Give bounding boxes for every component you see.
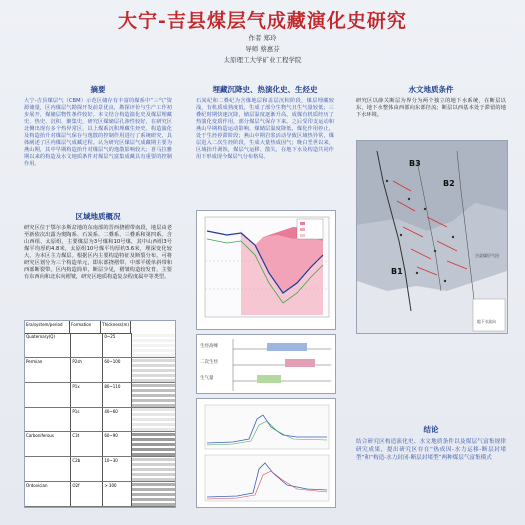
strat-cell-period: Carboniferous	[25, 432, 71, 456]
map-legend-field: 吉县煤层气田	[475, 253, 499, 258]
conclusion-heading: 结论	[423, 425, 439, 434]
strat-header-lithology	[131, 321, 175, 333]
strat-lithology-pattern	[132, 383, 175, 407]
strat-row	[25, 408, 175, 433]
strat-rows	[25, 333, 175, 507]
legend-swatch	[300, 222, 305, 225]
page-title: 大宁-吉县煤层气成藏演化史研究	[118, 10, 407, 32]
timeline-label: 二次生烃	[200, 360, 218, 365]
strat-cell-period: Quaternary(Q)	[25, 333, 71, 357]
legend-swatch	[300, 234, 305, 237]
map-label-b1: B1	[391, 267, 403, 276]
conclusion-text: 结合研究区构造演化史、水文地质条件以及煤层气富集规律研究成果，提出研究区存在“热成因-水力运移-断层封堵型”和“构造-水力封闭-断层封堵型”两种煤层气富集模式	[356, 439, 506, 461]
event-bar	[257, 375, 281, 383]
strat-cell-period	[25, 457, 71, 481]
strat-cell-period	[25, 408, 71, 432]
event-timeline-figure	[196, 334, 336, 394]
advisor-line: 导师 蔡惠芬	[245, 45, 280, 53]
burial-heading: 埋藏沉降史、热演化史、生烃史	[212, 85, 318, 94]
strat-cell-formation: O2f	[71, 482, 103, 506]
strat-row	[25, 358, 175, 383]
abstract-heading: 摘要	[90, 85, 106, 94]
burial-text: 石炭纪和二叠纪为含煤地层和盖层沉积阶段，煤层埋藏较浅，有机质成熟度低，生成了部分生物气且生气量较低；三叠纪时期快速沉降，储层温度逐渐升高，成煤有机质经历了热演化变质作用，部分煤层气保存下来。之后受印支运动和燕山早期构造运动影响，煤储层温度降低，煤化作用停止，处于生烃停滞阶段；燕山中期岩浆活动导致区域热异常，煤层进入二次生烃阶段，生成大量热成因气；晚白垩世以来，区域抬升剥蚀，煤层气运移、散失，在地下水及构造共同作用下形成现今煤层气分布格局。	[196, 98, 334, 160]
geology-heading: 区域地质概况	[75, 212, 121, 221]
strat-cell-formation	[71, 333, 103, 357]
map-label-b2: B2	[443, 179, 455, 188]
hydro-map-svg	[357, 141, 507, 333]
affiliation-line: 太原理工大学矿业工程学院	[223, 56, 302, 64]
timeline-label: 生气量	[200, 376, 214, 381]
hydro-section	[356, 84, 506, 119]
burial-section	[196, 84, 334, 161]
strat-cell-formation: C3t	[71, 432, 103, 456]
conclusion-section	[356, 424, 506, 462]
strat-header-period: Era/system/period	[25, 321, 70, 333]
strat-lithology-pattern	[132, 358, 175, 382]
gas-curves-svg	[197, 399, 335, 507]
strat-cell-formation: P1x	[71, 383, 103, 407]
strat-lithology-pattern	[132, 432, 175, 456]
strat-cell-thickness: 10~30	[103, 457, 131, 481]
abstract-section	[24, 84, 172, 168]
author-line: 作者 郑玲	[248, 34, 277, 42]
strat-cell-formation: P2sh	[71, 358, 103, 382]
strat-cell-thickness: 40~60	[103, 408, 131, 432]
map-label-b3: B3	[409, 159, 421, 168]
strat-cell-thickness: 60~90	[103, 432, 131, 456]
burial-history-svg	[197, 211, 335, 329]
legend-swatch	[300, 228, 305, 231]
strat-cell-thickness: 80~110	[103, 383, 131, 407]
strat-cell-period: Ordovician	[25, 482, 71, 506]
strat-cell-period: Permian	[25, 358, 71, 382]
strat-row	[25, 457, 175, 482]
strat-header-thickness: Thickness(m)	[101, 321, 131, 333]
map-legend	[473, 299, 505, 331]
strat-lithology-pattern	[132, 408, 175, 432]
abstract-text: 大宁-吉县煤层气（CBM）示范区储存有丰富的煤系中“三气”资源储量，区内煤层气勘探开发前景优良，勘探评价与生产工作初步展开，煤储层物性条件较好。本文结合构造演化史及煤层埋藏史、热史、沉积、聚集史，研究区煤储层孔渗性较好，在研究区北侧出现有多个热异常区，以上煤系沉积埋藏生烃史、构造演化及构造抬升对煤层气保存与逸散的控制作用进行了系统研究，具体阐述了区内煤层气成藏过程。认为研究区煤层气成藏期主要为燕山期，其中早期构造抬升对煤层气的逸散影响较大；喜马拉雅期以来的构造及水文地质条件对煤层气富集成藏具有重要的控制作用。	[24, 98, 172, 167]
gas-curves-figure	[196, 398, 336, 508]
strat-cell-period	[25, 383, 71, 407]
strat-row	[25, 482, 175, 507]
strat-cell-formation: C2b	[71, 457, 103, 481]
geology-section	[24, 211, 172, 281]
strat-cell-formation: P1s	[71, 408, 103, 432]
strat-cell-thickness: > 300	[103, 482, 131, 506]
hydro-heading: 水文地质条件	[408, 85, 454, 94]
strat-lithology-pattern	[132, 482, 175, 506]
event-bar	[267, 343, 307, 351]
hydro-text: 研究区以薛关断层为界分为两个独立的地下水系统，在断层以东，地下水整体由西部向东部径流；断层以西基本处于滞留的地下水环境。	[356, 98, 506, 118]
strat-column-figure	[24, 320, 176, 508]
strat-lithology-pattern	[132, 333, 175, 357]
strat-cell-thickness: 60~100	[103, 358, 131, 382]
geology-text: 研究区位于鄂尔多斯盆地的东南部的晋西挠褶带南段，地层由老至新依次出露为奥陶系、石炭系、二叠系、三叠系和第四系。含山西组、太原组，主要煤层为3号煤和10号煤，其中山西组3号煤平均厚约4.8米，太原组10号煤平均厚约3.6米，埋深变化较大，为本区主力煤层。根据区内主要构造特征及断裂分布，可将研究区划分为三个构造单元，即东部挠褶带、中部平缓单斜带和西部断裂带。区内构造简单，断层少见，褶皱构造较发育，主要有东西向和北东向褶皱，研究区地质构造复杂程度属中等类型。	[24, 225, 172, 280]
strat-lithology-pattern	[132, 457, 175, 481]
strat-row	[25, 383, 175, 408]
strat-row	[25, 333, 175, 358]
strat-header-formation: Formation	[70, 321, 101, 333]
strat-cell-thickness: 0~25	[103, 333, 131, 357]
strat-row	[25, 432, 175, 457]
map-legend-flow: 地下水流向	[477, 319, 496, 324]
event-bar	[285, 359, 315, 367]
timeline-label: 生烃高峰	[200, 344, 218, 349]
hydro-map-figure	[356, 140, 508, 334]
burial-history-figure	[196, 210, 336, 330]
